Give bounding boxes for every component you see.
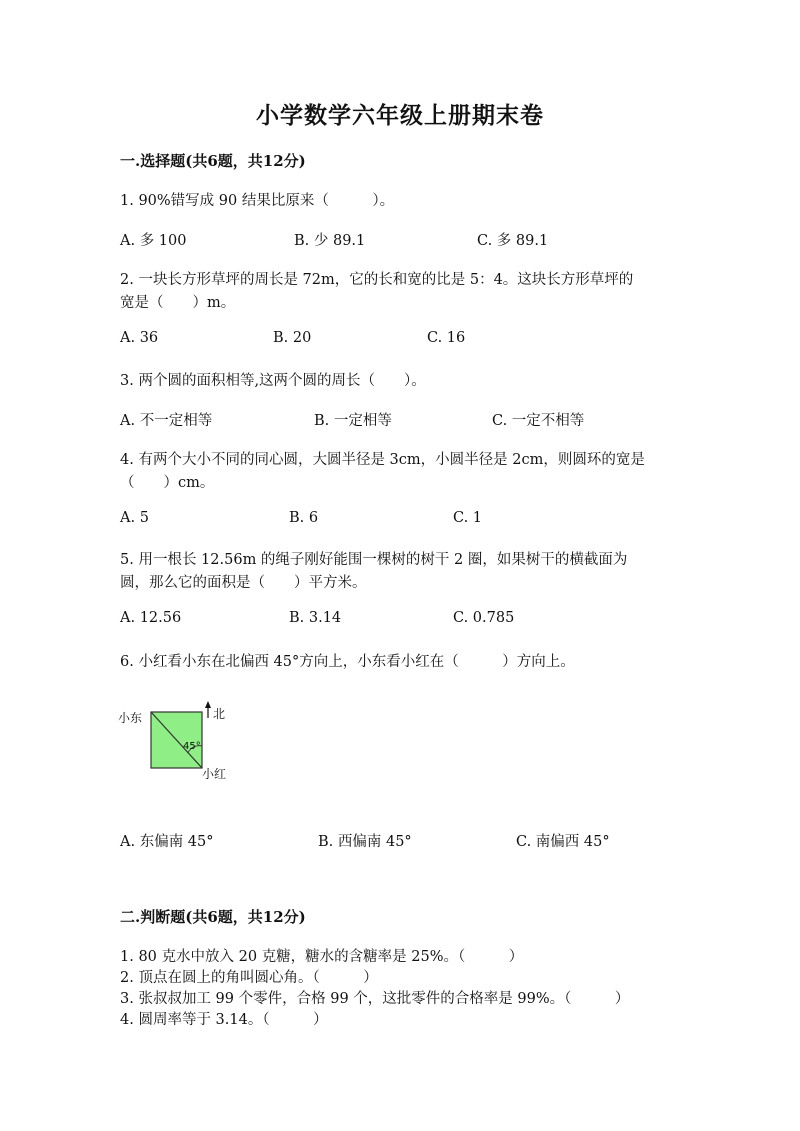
question-6-option-a: A. 东偏南 45° <box>120 834 214 850</box>
question-6-text: 6. 小红看小东在北偏西 45°方向上，小东看小红在（ ）方向上。 <box>120 654 575 670</box>
question-5-text-line-1: 5. 用一根长 12.56m 的绳子刚好能围一棵树的树干 2 圈，如果树干的横截面为 <box>120 552 628 568</box>
question-1-option-a: A. 多 100 <box>120 233 187 249</box>
section-heading-judgement: 二.判断题(共6题，共12分) <box>120 908 306 926</box>
judgement-item: 4. 圆周率等于 3.14。（ ） <box>120 1012 328 1028</box>
label-north: 北 <box>213 707 226 721</box>
question-3-option-c: C. 一定不相等 <box>492 413 585 429</box>
direction-diagram <box>118 700 248 782</box>
question-4-option-b: B. 6 <box>289 510 319 526</box>
question-3-option-a: A. 不一定相等 <box>120 413 213 429</box>
section-heading-choice: 一.选择题(共6题，共12分) <box>120 152 306 170</box>
question-5-option-c: C. 0.785 <box>453 610 515 626</box>
north-arrow-icon <box>205 701 211 708</box>
label-xiaodong: 小东 <box>118 711 143 725</box>
question-4-option-c: C. 1 <box>453 510 483 526</box>
question-4-text-line-1: 4. 有两个大小不同的同心圆，大圆半径是 3cm，小圆半径是 2cm，则圆环的宽是 <box>120 452 645 468</box>
question-3-option-b: B. 一定相等 <box>314 413 392 429</box>
question-5-option-b: B. 3.14 <box>289 610 342 626</box>
question-1-option-c: C. 多 89.1 <box>477 233 549 249</box>
label-xiaohong: 小红 <box>202 767 227 781</box>
judgement-item: 1. 80 克水中放入 20 克糖，糖水的含糖率是 25%。（ ） <box>120 949 524 965</box>
question-5-text-line-2: 圆，那么它的面积是（ ）平方米。 <box>120 575 367 591</box>
question-2-option-c: C. 16 <box>427 330 466 346</box>
question-3-text: 3. 两个圆的面积相等,这两个圆的周长（ ）。 <box>120 373 426 389</box>
question-4-text-line-2: （ ）cm。 <box>120 475 215 491</box>
judgement-item: 2. 顶点在圆上的角叫圆心角。（ ） <box>120 970 378 986</box>
angle-label: 45° <box>183 741 201 752</box>
page-title: 小学数学六年级上册期末卷 <box>256 102 544 129</box>
question-2-option-b: B. 20 <box>273 330 312 346</box>
judgement-item: 3. 张叔叔加工 99 个零件，合格 99 个，这批零件的合格率是 99%。（ ） <box>120 991 630 1007</box>
question-2-option-a: A. 36 <box>120 330 159 346</box>
question-1-text: 1. 90%错写成 90 结果比原来（ ）。 <box>120 193 395 209</box>
question-2-text-line-1: 2. 一块长方形草坪的周长是 72m，它的长和宽的比是 5：4。这块长方形草坪的 <box>120 272 634 288</box>
question-2-text-line-2: 宽是（ ）m。 <box>120 295 236 311</box>
question-6-option-c: C. 南偏西 45° <box>516 834 610 850</box>
question-6-option-b: B. 西偏南 45° <box>318 834 412 850</box>
question-4-option-a: A. 5 <box>120 510 149 526</box>
question-5-option-a: A. 12.56 <box>120 610 182 626</box>
question-1-option-b: B. 少 89.1 <box>294 233 366 249</box>
